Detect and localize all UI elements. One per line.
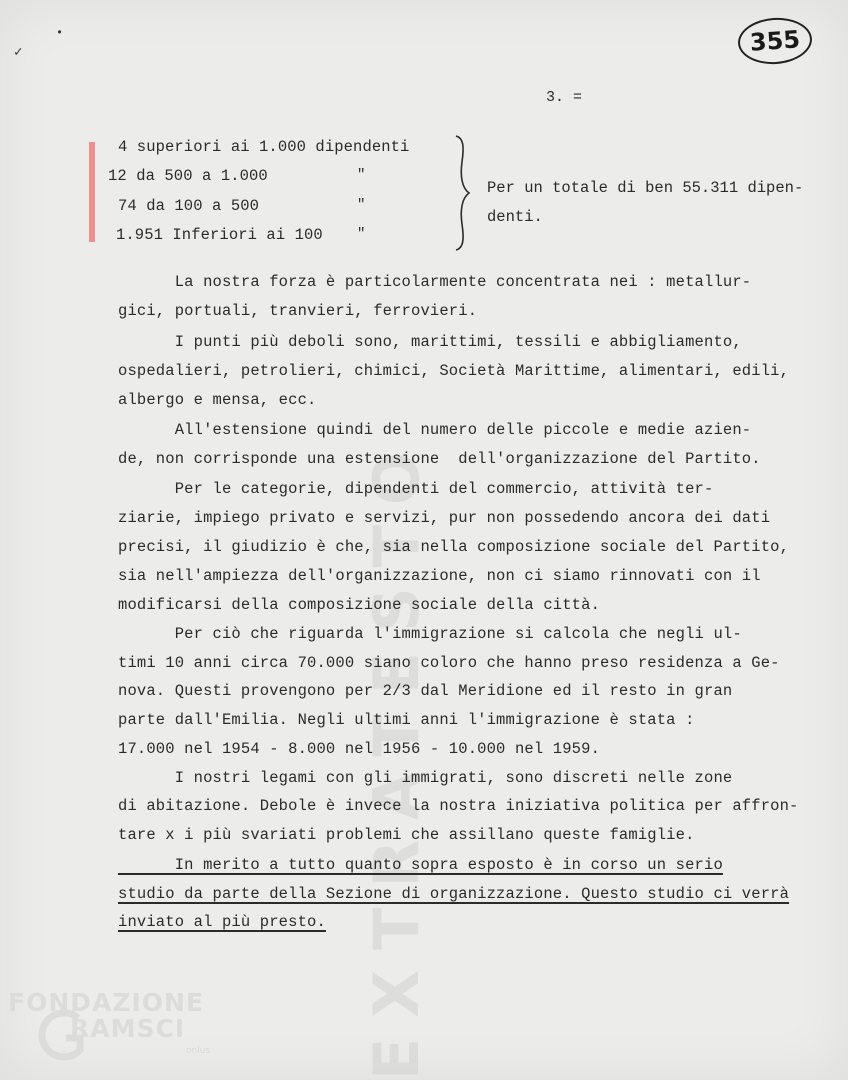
total-line: Per un totale di ben 55.311 dipen- <box>487 179 804 197</box>
body-line: modificarsi della composizione sociale della città. <box>118 596 601 614</box>
body-line: sia nell'ampiezza dell'organizzazione, non ci siamo rinnovati con il <box>118 567 761 585</box>
body-line: tare x i più svariati problemi che assillano queste famiglie. <box>118 826 695 844</box>
body-line: albergo e mensa, ecc. <box>118 391 317 409</box>
underlined-line: inviato al più presto. <box>118 913 326 931</box>
watermark-stamp: EXTRATESTO <box>360 432 433 1080</box>
logo-small-text: onlus <box>186 1046 211 1056</box>
body-line: I nostri legami con gli immigrati, sono discreti nelle zone <box>118 769 733 787</box>
body-line: I punti più deboli sono, marittimi, tessili e abbigliamento, <box>118 333 742 351</box>
total-employees-note <box>487 174 803 232</box>
ditto-mark: " <box>357 197 366 213</box>
stats-row: 74 da 100 a 500 <box>118 197 260 215</box>
page-number: 3. = <box>546 89 583 106</box>
body-line: La nostra forza è particolarmente concentrata nei : metallur- <box>118 273 752 291</box>
body-line: ziarie, impiego privato e servizi, pur non possedendo ancora dei dati <box>118 509 771 527</box>
margin-dot-mark: • <box>56 26 64 40</box>
body-line: nova. Questi provengono per 2/3 dal Meridione ed il resto in gran <box>118 682 733 700</box>
body-line: Per ciò che riguarda l'immigrazione si calcola che negli ul- <box>118 625 742 643</box>
body-line: parte dall'Emilia. Negli ultimi anni l'immigrazione è stata : <box>118 711 695 729</box>
ditto-mark: " <box>357 226 366 242</box>
curly-brace <box>452 134 474 252</box>
total-line: denti. <box>487 208 543 226</box>
body-line: Per le categorie, dipendenti del commercio, attività ter- <box>118 480 714 498</box>
logo-text: FONDAZIONE <box>8 988 205 1017</box>
body-line: timi 10 anni circa 70.000 siano coloro che hanno preso residenza a Ge- <box>118 654 780 672</box>
underlined-line: In merito a tutto quanto sopra esposto è in corso un serio <box>118 856 723 874</box>
body-line: de, non corrisponde una estensione dell'organizzazione del Partito. <box>118 450 761 468</box>
body-line: di abitazione. Debole è invece la nostra iniziativa politica per affron- <box>118 797 799 815</box>
margin-tick-mark: ✓ <box>14 45 23 61</box>
stats-row: 12 da 500 a 1.000 <box>108 167 268 185</box>
red-margin-marker <box>89 142 95 242</box>
fondazione-gramsci-logo <box>8 988 228 1078</box>
body-line: 17.000 nel 1954 - 8.000 nel 1956 - 10.000 nel 1959. <box>118 740 601 758</box>
stats-row: 4 superiori ai 1.000 dipendenti <box>118 138 410 156</box>
underlined-line: studio da parte della Sezione di organizzazione. Questo studio ci verrà <box>118 885 790 903</box>
body-line: ospedalieri, petrolieri, chimici, Società Marittime, alimentari, edili, <box>118 362 790 380</box>
archive-page-number: 355 <box>736 15 813 66</box>
logo-text: RAMSCI <box>70 1014 186 1043</box>
body-line: All'estensione quindi del numero delle piccole e medie azien- <box>118 421 752 439</box>
ditto-mark: " <box>357 167 366 183</box>
body-line: precisi, il giudizio è che, sia nella composizione sociale del Partito, <box>118 538 790 556</box>
stats-row: 1.951 Inferiori ai 100 <box>116 226 323 244</box>
body-line: gici, portuali, tranvieri, ferrovieri. <box>118 302 478 320</box>
